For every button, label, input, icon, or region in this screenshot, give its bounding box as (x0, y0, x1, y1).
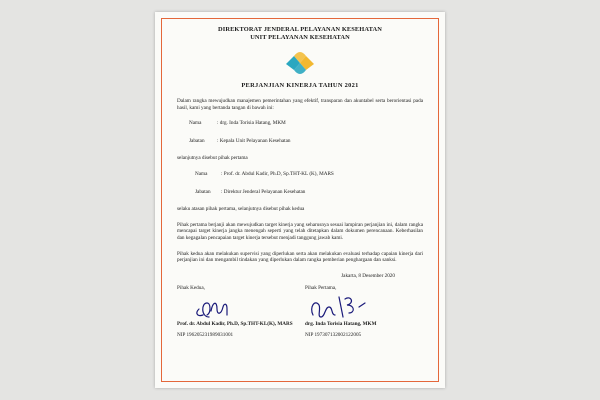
party1-position-value: : Kepala Unit Pelayanan Kesehatan (217, 137, 291, 144)
signature-block (177, 285, 423, 339)
party1-note: selanjutnya disebut pihak pertama (177, 155, 248, 162)
signer-left-role: Pihak Kedua, (177, 284, 205, 291)
intro-paragraph: Dalam rangka mewujudkan manajemen pemerintahan yang efektif, transparan dan akuntabel serta berorientasi pada hasil, kami yang bertanda tangan di bawah ini: (177, 98, 423, 111)
document-page (155, 12, 445, 388)
signature-left (177, 285, 295, 339)
document-content (177, 26, 423, 339)
party2-position-label: Jabatan (195, 188, 211, 195)
signer-left-name: Prof. dr. Abdul Kadir, Ph.D, Sp.THT-KL(K), MARS (177, 321, 293, 328)
signature-left-image (177, 293, 237, 321)
party2-name-row (177, 171, 423, 178)
ministry-logo-icon (283, 48, 317, 78)
party1-name-row (177, 120, 423, 127)
signature-right (305, 285, 423, 339)
party1-name-value: : drg. Inda Torisia Hatang, MKM (217, 120, 286, 127)
signer-right-nip: NIP 197307132002122005 (305, 331, 362, 338)
signer-right-name: drg. Inda Torisia Hatang, MKM (305, 321, 377, 328)
signer-left-nip: NIP 196205231989031001 (177, 331, 234, 338)
supervision-paragraph: Pihak kedua akan melakukan supervisi yang diperlukan serta akan melakukan evaluasi terhadap capaian kinerja dari perjanjian ini dan mengambil tindakan yang diperlukan dalam rangka pemberian penghargaan dan sanksi. (177, 250, 423, 264)
document-title: PERJANJIAN KINERJA TAHUN 2021 (241, 82, 359, 89)
signing-date: Jakarta, 8 Desember 2020 (341, 272, 395, 279)
party2-position-row (177, 189, 423, 196)
header-line-2: UNIT PELAYANAN KESEHATAN (250, 34, 350, 41)
commitment-paragraph: Pihak pertama berjanji akan mewujudkan target kinerja yang seharusnya sesuai lampiran perjanjian ini, dalam rangka mencapai target kinerja jangka menengah seperti yang telah ditetapkan dalam dokumen perencanaan. Keberhasilan dan kegagalan pencapaian target kinerja tersebut menjadi tanggung jawab kami. (177, 221, 423, 241)
header-line-1: DIREKTORAT JENDERAL PELAYANAN KESEHATAN (218, 26, 382, 33)
signer-right-role: Pihak Pertama, (305, 284, 337, 291)
signature-right-image (305, 293, 375, 321)
party1-position-row (177, 138, 423, 145)
party2-note: selaku atasan pihak pertama, selanjutnya disebut pihak kedua (177, 206, 305, 213)
party2-position-value: : Direktur Jenderal Pelayanan Kesehatan (221, 188, 306, 195)
party1-name-label: Nama (189, 120, 202, 127)
party2-name-value: : Prof. dr. Abdul Kadir, Ph.D, Sp.THT-KL (K), MARS (221, 170, 334, 177)
party2-name-label: Nama (195, 170, 208, 177)
party1-position-label: Jabatan (189, 137, 205, 144)
